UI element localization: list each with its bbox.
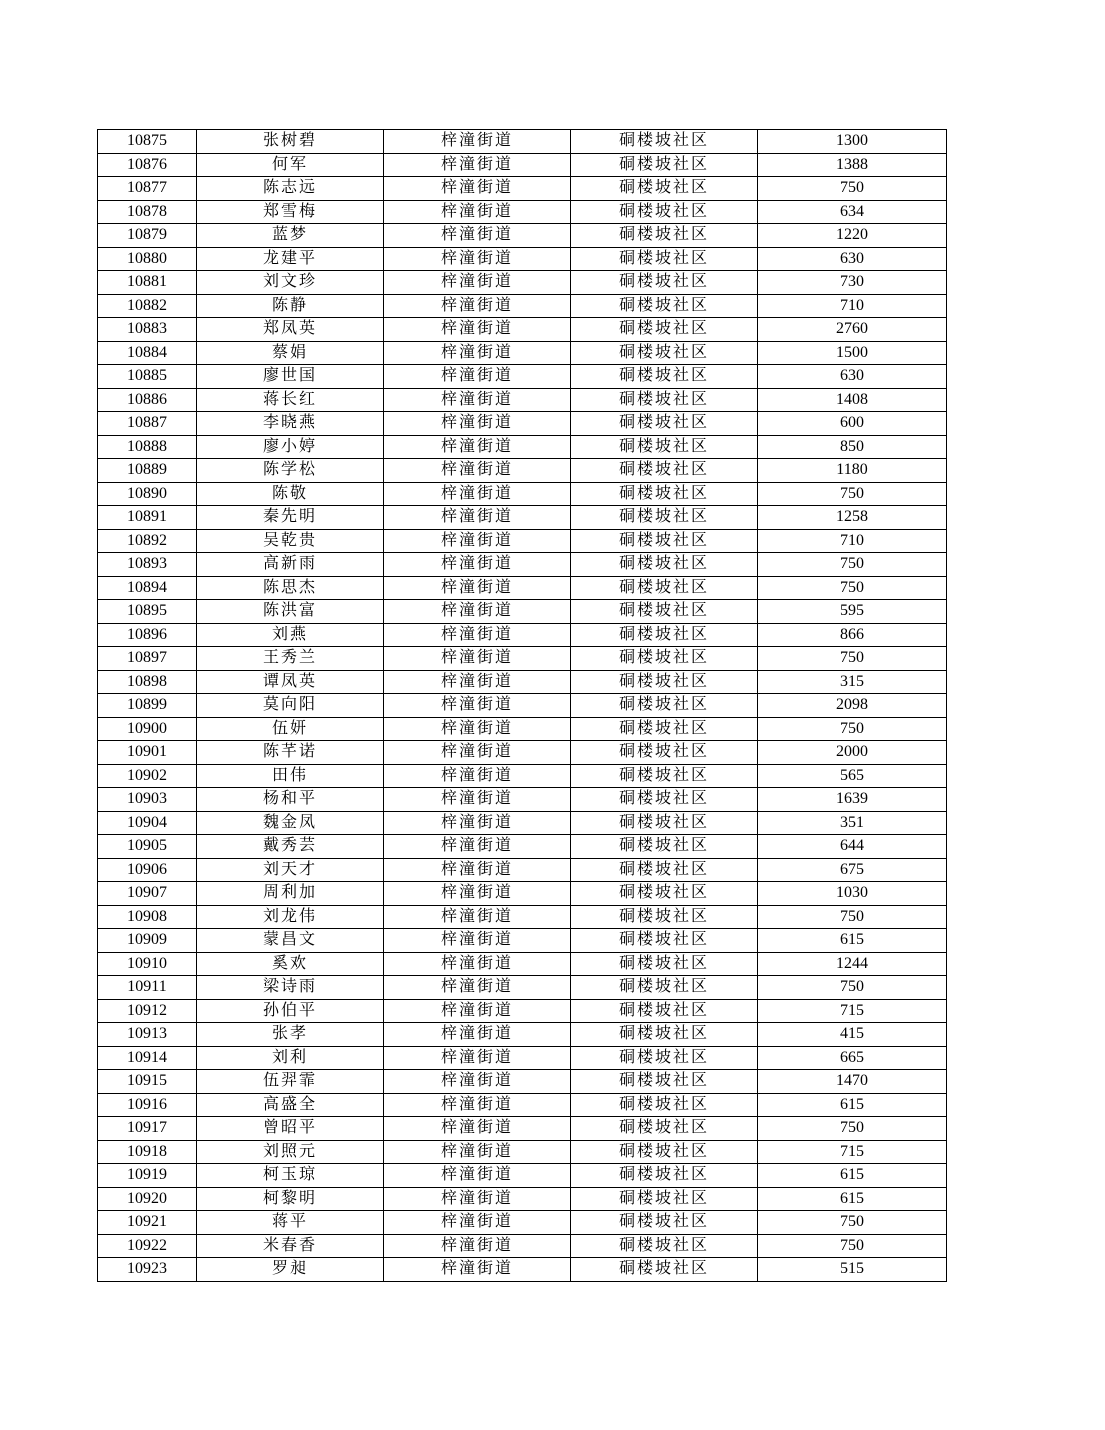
name-cell: 魏金凤: [197, 811, 384, 835]
community-cell: 硐楼坡社区: [571, 1234, 758, 1258]
name-cell: 蒙昌文: [197, 929, 384, 953]
row-number-cell: 10883: [98, 318, 197, 342]
amount-cell: 750: [758, 717, 947, 741]
street-cell: 梓潼街道: [384, 835, 571, 859]
amount-cell: 715: [758, 999, 947, 1023]
community-cell: 硐楼坡社区: [571, 271, 758, 295]
community-cell: 硐楼坡社区: [571, 623, 758, 647]
street-cell: 梓潼街道: [384, 365, 571, 389]
name-cell: 柯玉琼: [197, 1164, 384, 1188]
name-cell: 张树碧: [197, 130, 384, 154]
street-cell: 梓潼街道: [384, 1164, 571, 1188]
amount-cell: 750: [758, 553, 947, 577]
community-cell: 硐楼坡社区: [571, 459, 758, 483]
amount-cell: 850: [758, 435, 947, 459]
name-cell: 陈静: [197, 294, 384, 318]
street-cell: 梓潼街道: [384, 553, 571, 577]
row-number-cell: 10879: [98, 224, 197, 248]
community-cell: 硐楼坡社区: [571, 365, 758, 389]
street-cell: 梓潼街道: [384, 459, 571, 483]
street-cell: 梓潼街道: [384, 271, 571, 295]
table-row: [98, 224, 947, 248]
row-number-cell: 10905: [98, 835, 197, 859]
street-cell: 梓潼街道: [384, 1070, 571, 1094]
community-cell: 硐楼坡社区: [571, 952, 758, 976]
name-cell: 陈志远: [197, 177, 384, 201]
name-cell: 何军: [197, 153, 384, 177]
table-row: [98, 271, 947, 295]
community-cell: 硐楼坡社区: [571, 647, 758, 671]
amount-cell: 730: [758, 271, 947, 295]
table-row: [98, 200, 947, 224]
table-row: [98, 1234, 947, 1258]
row-number-cell: 10893: [98, 553, 197, 577]
street-cell: 梓潼街道: [384, 1117, 571, 1141]
street-cell: 梓潼街道: [384, 224, 571, 248]
row-number-cell: 10911: [98, 976, 197, 1000]
amount-cell: 1258: [758, 506, 947, 530]
row-number-cell: 10915: [98, 1070, 197, 1094]
amount-cell: 2000: [758, 741, 947, 765]
row-number-cell: 10877: [98, 177, 197, 201]
row-number-cell: 10899: [98, 694, 197, 718]
amount-cell: 750: [758, 1234, 947, 1258]
street-cell: 梓潼街道: [384, 529, 571, 553]
street-cell: 梓潼街道: [384, 882, 571, 906]
name-cell: 蒋平: [197, 1211, 384, 1235]
name-cell: 周利加: [197, 882, 384, 906]
street-cell: 梓潼街道: [384, 247, 571, 271]
amount-cell: 750: [758, 647, 947, 671]
row-number-cell: 10918: [98, 1140, 197, 1164]
amount-cell: 1388: [758, 153, 947, 177]
street-cell: 梓潼街道: [384, 647, 571, 671]
name-cell: 蒋长红: [197, 388, 384, 412]
name-cell: 陈思杰: [197, 576, 384, 600]
street-cell: 梓潼街道: [384, 200, 571, 224]
table-row: [98, 1117, 947, 1141]
street-cell: 梓潼街道: [384, 318, 571, 342]
amount-cell: 1244: [758, 952, 947, 976]
table-row: [98, 1070, 947, 1094]
table-row: [98, 576, 947, 600]
table-row: [98, 247, 947, 271]
amount-cell: 2760: [758, 318, 947, 342]
street-cell: 梓潼街道: [384, 976, 571, 1000]
community-cell: 硐楼坡社区: [571, 882, 758, 906]
row-number-cell: 10876: [98, 153, 197, 177]
row-number-cell: 10909: [98, 929, 197, 953]
amount-cell: 750: [758, 1211, 947, 1235]
street-cell: 梓潼街道: [384, 905, 571, 929]
community-cell: 硐楼坡社区: [571, 553, 758, 577]
name-cell: 郑凤英: [197, 318, 384, 342]
table-row: [98, 130, 947, 154]
community-cell: 硐楼坡社区: [571, 153, 758, 177]
table-row: [98, 341, 947, 365]
amount-cell: 715: [758, 1140, 947, 1164]
street-cell: 梓潼街道: [384, 1023, 571, 1047]
amount-cell: 615: [758, 1164, 947, 1188]
community-cell: 硐楼坡社区: [571, 506, 758, 530]
street-cell: 梓潼街道: [384, 1093, 571, 1117]
row-number-cell: 10882: [98, 294, 197, 318]
table-row: [98, 764, 947, 788]
name-cell: 刘照元: [197, 1140, 384, 1164]
row-number-cell: 10914: [98, 1046, 197, 1070]
amount-cell: 2098: [758, 694, 947, 718]
table-row: [98, 717, 947, 741]
row-number-cell: 10886: [98, 388, 197, 412]
table-row: [98, 1023, 947, 1047]
row-number-cell: 10881: [98, 271, 197, 295]
community-cell: 硐楼坡社区: [571, 529, 758, 553]
amount-cell: 1639: [758, 788, 947, 812]
row-number-cell: 10895: [98, 600, 197, 624]
name-cell: 刘燕: [197, 623, 384, 647]
amount-cell: 600: [758, 412, 947, 436]
amount-cell: 515: [758, 1258, 947, 1282]
amount-cell: 615: [758, 1187, 947, 1211]
name-cell: 蔡娟: [197, 341, 384, 365]
name-cell: 廖小婷: [197, 435, 384, 459]
street-cell: 梓潼街道: [384, 929, 571, 953]
name-cell: 张孝: [197, 1023, 384, 1047]
street-cell: 梓潼街道: [384, 294, 571, 318]
street-cell: 梓潼街道: [384, 1211, 571, 1235]
name-cell: 李晓燕: [197, 412, 384, 436]
community-cell: 硐楼坡社区: [571, 858, 758, 882]
row-number-cell: 10878: [98, 200, 197, 224]
amount-cell: 750: [758, 177, 947, 201]
table-row: [98, 1187, 947, 1211]
row-number-cell: 10913: [98, 1023, 197, 1047]
name-cell: 伍羿霏: [197, 1070, 384, 1094]
row-number-cell: 10885: [98, 365, 197, 389]
amount-cell: 750: [758, 1117, 947, 1141]
community-cell: 硐楼坡社区: [571, 247, 758, 271]
row-number-cell: 10894: [98, 576, 197, 600]
row-number-cell: 10908: [98, 905, 197, 929]
community-cell: 硐楼坡社区: [571, 341, 758, 365]
name-cell: 刘利: [197, 1046, 384, 1070]
community-cell: 硐楼坡社区: [571, 1117, 758, 1141]
name-cell: 蓝梦: [197, 224, 384, 248]
table-row: [98, 294, 947, 318]
street-cell: 梓潼街道: [384, 1046, 571, 1070]
name-cell: 龙建平: [197, 247, 384, 271]
name-cell: 梁诗雨: [197, 976, 384, 1000]
street-cell: 梓潼街道: [384, 764, 571, 788]
street-cell: 梓潼街道: [384, 858, 571, 882]
community-cell: 硐楼坡社区: [571, 600, 758, 624]
street-cell: 梓潼街道: [384, 623, 571, 647]
community-cell: 硐楼坡社区: [571, 694, 758, 718]
row-number-cell: 10916: [98, 1093, 197, 1117]
amount-cell: 750: [758, 905, 947, 929]
table-row: [98, 999, 947, 1023]
amount-cell: 1300: [758, 130, 947, 154]
table-row: [98, 482, 947, 506]
amount-cell: 750: [758, 482, 947, 506]
table-row: [98, 553, 947, 577]
community-cell: 硐楼坡社区: [571, 1070, 758, 1094]
community-cell: 硐楼坡社区: [571, 788, 758, 812]
amount-cell: 675: [758, 858, 947, 882]
table-row: [98, 435, 947, 459]
name-cell: 陈芊诺: [197, 741, 384, 765]
community-cell: 硐楼坡社区: [571, 1164, 758, 1188]
amount-cell: 710: [758, 529, 947, 553]
table-row: [98, 153, 947, 177]
street-cell: 梓潼街道: [384, 130, 571, 154]
table-body: [98, 130, 947, 1282]
amount-cell: 1220: [758, 224, 947, 248]
table-row: [98, 647, 947, 671]
amount-cell: 565: [758, 764, 947, 788]
table-row: [98, 741, 947, 765]
name-cell: 田伟: [197, 764, 384, 788]
street-cell: 梓潼街道: [384, 788, 571, 812]
row-number-cell: 10902: [98, 764, 197, 788]
street-cell: 梓潼街道: [384, 1140, 571, 1164]
name-cell: 罗昶: [197, 1258, 384, 1282]
table-row: [98, 1164, 947, 1188]
row-number-cell: 10906: [98, 858, 197, 882]
street-cell: 梓潼街道: [384, 388, 571, 412]
community-cell: 硐楼坡社区: [571, 717, 758, 741]
row-number-cell: 10910: [98, 952, 197, 976]
community-cell: 硐楼坡社区: [571, 318, 758, 342]
data-table: [97, 129, 947, 1282]
name-cell: 郑雪梅: [197, 200, 384, 224]
amount-cell: 665: [758, 1046, 947, 1070]
community-cell: 硐楼坡社区: [571, 1093, 758, 1117]
community-cell: 硐楼坡社区: [571, 177, 758, 201]
amount-cell: 615: [758, 1093, 947, 1117]
table-row: [98, 1258, 947, 1282]
table-row: [98, 529, 947, 553]
row-number-cell: 10923: [98, 1258, 197, 1282]
table-row: [98, 858, 947, 882]
row-number-cell: 10907: [98, 882, 197, 906]
amount-cell: 351: [758, 811, 947, 835]
community-cell: 硐楼坡社区: [571, 764, 758, 788]
amount-cell: 750: [758, 976, 947, 1000]
row-number-cell: 10875: [98, 130, 197, 154]
community-cell: 硐楼坡社区: [571, 576, 758, 600]
community-cell: 硐楼坡社区: [571, 811, 758, 835]
street-cell: 梓潼街道: [384, 1234, 571, 1258]
name-cell: 刘龙伟: [197, 905, 384, 929]
name-cell: 刘文珍: [197, 271, 384, 295]
street-cell: 梓潼街道: [384, 811, 571, 835]
amount-cell: 710: [758, 294, 947, 318]
amount-cell: 1180: [758, 459, 947, 483]
name-cell: 廖世国: [197, 365, 384, 389]
street-cell: 梓潼街道: [384, 153, 571, 177]
table-row: [98, 412, 947, 436]
row-number-cell: 10920: [98, 1187, 197, 1211]
name-cell: 吴乾贵: [197, 529, 384, 553]
table-row: [98, 365, 947, 389]
table-row: [98, 1046, 947, 1070]
amount-cell: 750: [758, 576, 947, 600]
community-cell: 硐楼坡社区: [571, 999, 758, 1023]
row-number-cell: 10889: [98, 459, 197, 483]
name-cell: 秦先明: [197, 506, 384, 530]
table-row: [98, 1211, 947, 1235]
community-cell: 硐楼坡社区: [571, 1046, 758, 1070]
community-cell: 硐楼坡社区: [571, 929, 758, 953]
row-number-cell: 10900: [98, 717, 197, 741]
table-row: [98, 670, 947, 694]
community-cell: 硐楼坡社区: [571, 670, 758, 694]
table-row: [98, 905, 947, 929]
amount-cell: 1030: [758, 882, 947, 906]
row-number-cell: 10904: [98, 811, 197, 835]
name-cell: 伍妍: [197, 717, 384, 741]
name-cell: 莫向阳: [197, 694, 384, 718]
street-cell: 梓潼街道: [384, 576, 571, 600]
table-row: [98, 811, 947, 835]
community-cell: 硐楼坡社区: [571, 835, 758, 859]
name-cell: 高盛全: [197, 1093, 384, 1117]
row-number-cell: 10887: [98, 412, 197, 436]
community-cell: 硐楼坡社区: [571, 741, 758, 765]
community-cell: 硐楼坡社区: [571, 1187, 758, 1211]
row-number-cell: 10903: [98, 788, 197, 812]
table-row: [98, 788, 947, 812]
community-cell: 硐楼坡社区: [571, 435, 758, 459]
row-number-cell: 10884: [98, 341, 197, 365]
street-cell: 梓潼街道: [384, 1258, 571, 1282]
street-cell: 梓潼街道: [384, 670, 571, 694]
row-number-cell: 10888: [98, 435, 197, 459]
name-cell: 孙伯平: [197, 999, 384, 1023]
community-cell: 硐楼坡社区: [571, 1023, 758, 1047]
community-cell: 硐楼坡社区: [571, 482, 758, 506]
table-row: [98, 952, 947, 976]
street-cell: 梓潼街道: [384, 177, 571, 201]
name-cell: 刘天才: [197, 858, 384, 882]
name-cell: 陈敬: [197, 482, 384, 506]
name-cell: 奚欢: [197, 952, 384, 976]
street-cell: 梓潼街道: [384, 600, 571, 624]
row-number-cell: 10898: [98, 670, 197, 694]
community-cell: 硐楼坡社区: [571, 388, 758, 412]
amount-cell: 644: [758, 835, 947, 859]
amount-cell: 866: [758, 623, 947, 647]
name-cell: 陈洪富: [197, 600, 384, 624]
street-cell: 梓潼街道: [384, 999, 571, 1023]
community-cell: 硐楼坡社区: [571, 1140, 758, 1164]
community-cell: 硐楼坡社区: [571, 1258, 758, 1282]
row-number-cell: 10917: [98, 1117, 197, 1141]
community-cell: 硐楼坡社区: [571, 412, 758, 436]
street-cell: 梓潼街道: [384, 341, 571, 365]
street-cell: 梓潼街道: [384, 694, 571, 718]
table-row: [98, 976, 947, 1000]
table-row: [98, 1140, 947, 1164]
row-number-cell: 10880: [98, 247, 197, 271]
amount-cell: 1500: [758, 341, 947, 365]
street-cell: 梓潼街道: [384, 741, 571, 765]
row-number-cell: 10897: [98, 647, 197, 671]
name-cell: 高新雨: [197, 553, 384, 577]
row-number-cell: 10922: [98, 1234, 197, 1258]
name-cell: 曾昭平: [197, 1117, 384, 1141]
community-cell: 硐楼坡社区: [571, 294, 758, 318]
name-cell: 米春香: [197, 1234, 384, 1258]
street-cell: 梓潼街道: [384, 435, 571, 459]
row-number-cell: 10921: [98, 1211, 197, 1235]
amount-cell: 1408: [758, 388, 947, 412]
table-row: [98, 694, 947, 718]
community-cell: 硐楼坡社区: [571, 1211, 758, 1235]
name-cell: 杨和平: [197, 788, 384, 812]
street-cell: 梓潼街道: [384, 412, 571, 436]
community-cell: 硐楼坡社区: [571, 976, 758, 1000]
table-row: [98, 459, 947, 483]
name-cell: 谭凤英: [197, 670, 384, 694]
amount-cell: 634: [758, 200, 947, 224]
table-row: [98, 177, 947, 201]
amount-cell: 1470: [758, 1070, 947, 1094]
community-cell: 硐楼坡社区: [571, 905, 758, 929]
name-cell: 柯黎明: [197, 1187, 384, 1211]
amount-cell: 415: [758, 1023, 947, 1047]
amount-cell: 595: [758, 600, 947, 624]
table-row: [98, 882, 947, 906]
table-row: [98, 388, 947, 412]
street-cell: 梓潼街道: [384, 482, 571, 506]
amount-cell: 630: [758, 247, 947, 271]
street-cell: 梓潼街道: [384, 506, 571, 530]
table-row: [98, 835, 947, 859]
row-number-cell: 10896: [98, 623, 197, 647]
row-number-cell: 10919: [98, 1164, 197, 1188]
name-cell: 王秀兰: [197, 647, 384, 671]
street-cell: 梓潼街道: [384, 1187, 571, 1211]
amount-cell: 315: [758, 670, 947, 694]
table-row: [98, 600, 947, 624]
community-cell: 硐楼坡社区: [571, 200, 758, 224]
table-row: [98, 318, 947, 342]
table-row: [98, 1093, 947, 1117]
row-number-cell: 10891: [98, 506, 197, 530]
amount-cell: 630: [758, 365, 947, 389]
row-number-cell: 10901: [98, 741, 197, 765]
name-cell: 陈学松: [197, 459, 384, 483]
community-cell: 硐楼坡社区: [571, 130, 758, 154]
table-row: [98, 929, 947, 953]
row-number-cell: 10890: [98, 482, 197, 506]
community-cell: 硐楼坡社区: [571, 224, 758, 248]
table-row: [98, 623, 947, 647]
amount-cell: 615: [758, 929, 947, 953]
row-number-cell: 10912: [98, 999, 197, 1023]
row-number-cell: 10892: [98, 529, 197, 553]
street-cell: 梓潼街道: [384, 952, 571, 976]
table-row: [98, 506, 947, 530]
name-cell: 戴秀芸: [197, 835, 384, 859]
street-cell: 梓潼街道: [384, 717, 571, 741]
